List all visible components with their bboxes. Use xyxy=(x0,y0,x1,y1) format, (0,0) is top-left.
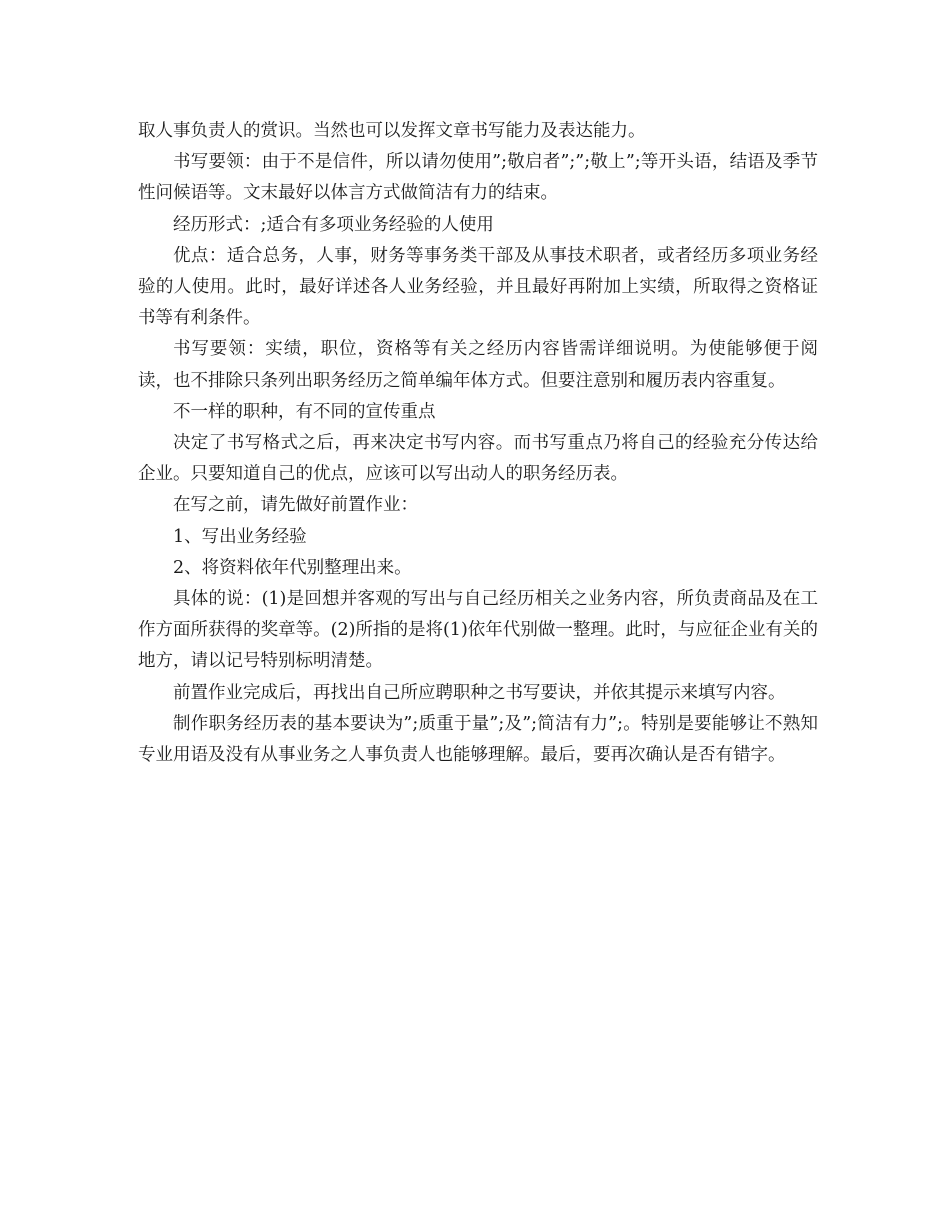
paragraph-3: 经历形式：;适合有多项业务经验的人使用 xyxy=(173,214,494,235)
paragraph-5: 书写要领：实绩，职位，资格等有关之经历内容皆需详细说明。为使能够便于阅读，也不排除只条列出职务经历之简单编年体方式。但要注意别和履历表内容重复。 xyxy=(138,339,818,391)
paragraph-7: 决定了书写格式之后，再来决定书写内容。而书写重点乃将自己的经验充分传达给企业。只要知道自己的优点，应该可以写出动人的职务经历表。 xyxy=(138,433,818,485)
paragraph-8: 在写之前，请先做好前置作业： xyxy=(173,495,418,516)
document-body xyxy=(138,116,818,771)
paragraph-4: 优点：适合总务，人事，财务等事务类干部及从事技术职者，或者经历多项业务经验的人使用。此时，最好详述各人业务经验，并且最好再附加上实绩，所取得之资格证书等有利条件。 xyxy=(138,245,818,329)
paragraph-2: 书写要领：由于不是信件，所以请勿使用”;敬启者”;”;敬上”;等开头语，结语及季节性问候语等。文末最好以体言方式做简洁有力的结束。 xyxy=(138,152,818,204)
paragraph-13: 制作职务经历表的基本要诀为”;质重于量”;及”;简洁有力”;。特别是要能够让不熟知专业用语及没有从事业务之人事负责人也能够理解。最后，要再次确认是否有错字。 xyxy=(138,713,818,766)
paragraph-12: 前置作业完成后，再找出自己所应聘职种之书写要诀，并依其提示来填写内容。 xyxy=(173,682,786,703)
paragraph-6: 不一样的职种，有不同的宣传重点 xyxy=(173,401,436,422)
paragraph-1: 取人事负责人的赏识。当然也可以发挥文章书写能力及表达能力。 xyxy=(138,121,646,141)
paragraph-9: 1、写出业务经验 xyxy=(173,526,307,547)
paragraph-10: 2、将资料依年代别整理出来。 xyxy=(173,557,412,578)
paragraph-11: 具体的说：(1)是回想并客观的写出与自己经历相关之业务内容，所负责商品及在工作方面所获得的奖章等。(2)所指的是将(1)依年代别做一整理。此时，与应征企业有关的地方，请以记号特别标明清楚。 xyxy=(138,589,818,672)
